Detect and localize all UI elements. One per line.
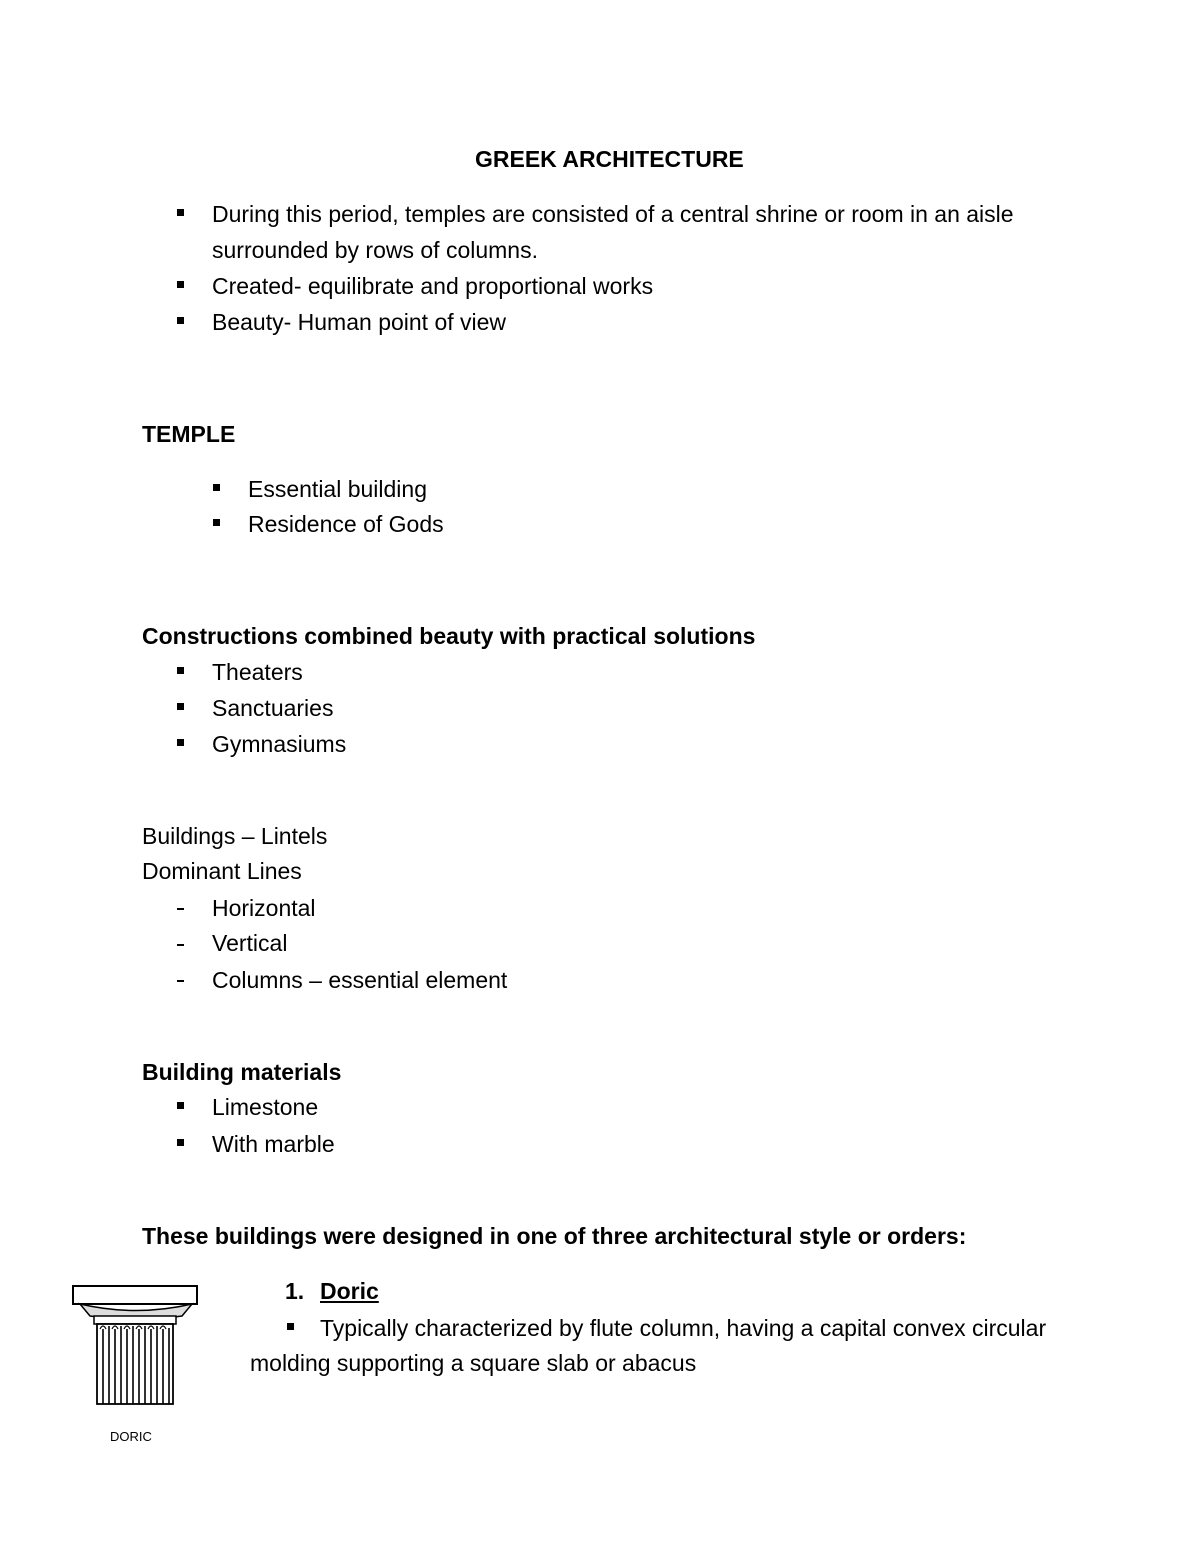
list-item-continuation: surrounded by rows of columns. [212, 237, 538, 263]
bullet-icon [177, 1102, 184, 1109]
temple-heading: TEMPLE [142, 421, 236, 447]
list-item: Theaters [212, 659, 303, 685]
doric-description: Typically characterized by flute column, having a capital convex circular [320, 1315, 1047, 1341]
bullet-icon [177, 1139, 184, 1146]
list-item: Columns – essential element [212, 967, 508, 993]
doric-image-caption: DORIC [110, 1429, 152, 1444]
bullet-icon [177, 317, 184, 324]
bullet-icon [177, 209, 184, 216]
list-item: Gymnasiums [212, 731, 347, 757]
list-item: Limestone [212, 1094, 319, 1120]
bullet-icon [177, 703, 184, 710]
buildings-line: Buildings – Lintels [142, 823, 328, 849]
bullet-icon [213, 519, 220, 526]
doric-title: Doric [320, 1278, 379, 1304]
list-item: Essential building [248, 476, 428, 502]
bullet-icon [177, 281, 184, 288]
dash-icon [177, 980, 184, 982]
list-item: Residence of Gods [248, 511, 444, 537]
list-item: With marble [212, 1131, 335, 1157]
materials-heading: Building materials [142, 1059, 342, 1085]
list-item: Sanctuaries [212, 695, 334, 721]
orders-heading: These buildings were designed in one of three architectural style or orders: [142, 1223, 967, 1249]
bullet-icon [177, 739, 184, 746]
list-item: Beauty- Human point of view [212, 309, 507, 335]
doric-description-continuation: molding supporting a square slab or abacus [250, 1350, 697, 1376]
dash-icon [177, 908, 184, 910]
bullet-icon [177, 667, 184, 674]
page-title: GREEK ARCHITECTURE [475, 146, 744, 172]
list-item: Vertical [212, 930, 288, 956]
bullet-icon [213, 484, 220, 491]
constructions-heading: Constructions combined beauty with practical solutions [142, 623, 756, 649]
doric-number: 1. [285, 1278, 305, 1304]
dash-icon [177, 944, 184, 946]
bullet-icon [287, 1323, 294, 1330]
list-item: Created- equilibrate and proportional works [212, 273, 654, 299]
doric-column-image [70, 1283, 202, 1413]
list-item: Horizontal [212, 895, 316, 921]
list-item: During this period, temples are consisted of a central shrine or room in an aisle [212, 201, 1014, 227]
dominant-lines-line: Dominant Lines [142, 858, 302, 884]
